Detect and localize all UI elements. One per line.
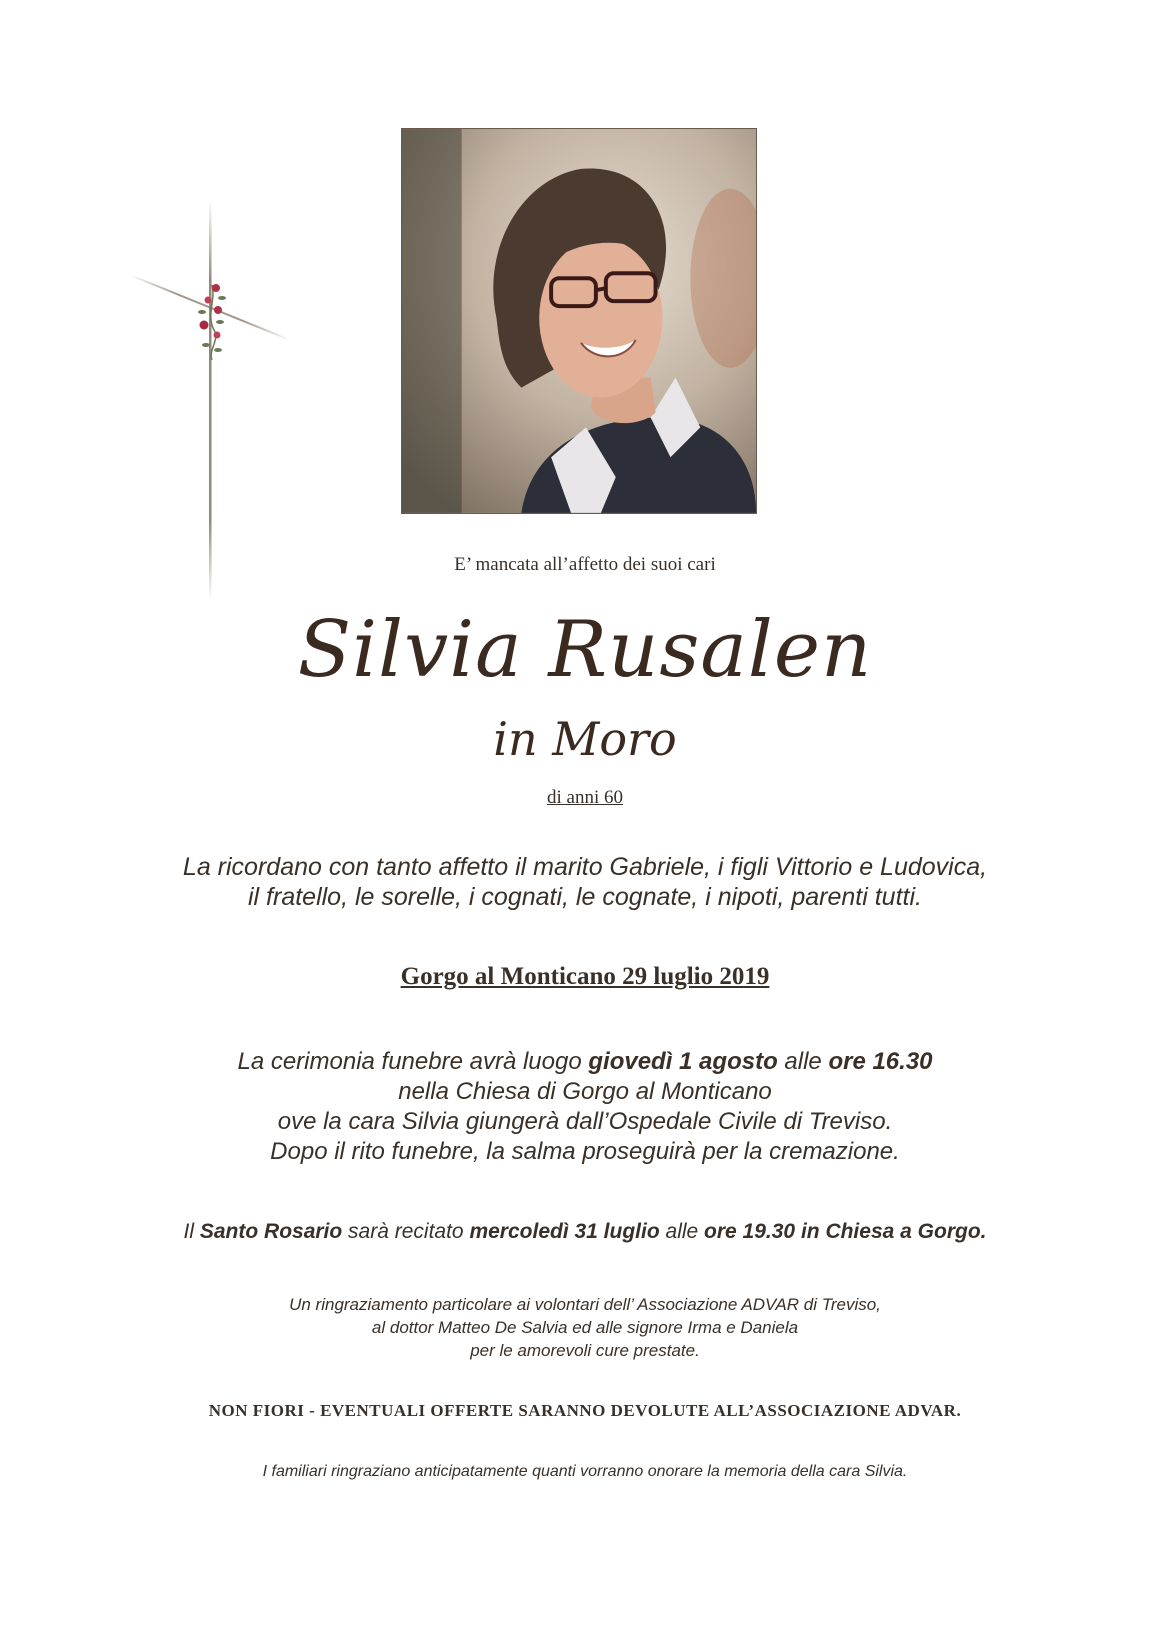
portrait-photo [401,128,757,514]
thanks-line-3: per le amorevoli cure prestate. [470,1341,700,1360]
age-text: di anni 60 [547,787,623,808]
deceased-name: Silvia Rusalen [297,605,873,695]
family-line-1: La ricordano con tanto affetto il marito Gabriele, i figli Vittorio e Ludovica, [182,853,988,881]
married-name: in Moro [493,712,677,766]
ceremony-line-3: ove la cara Silvia giungerà dall’Ospedale Civile di Treviso. [277,1108,893,1135]
portrait-illustration [402,129,756,513]
no-flowers-notice: NON FIORI - EVENTUALI OFFERTE SARANNO DEVOLUTE ALL’ASSOCIAZIONE ADVAR. [208,1401,962,1420]
rosary-date: mercoledì 31 luglio [469,1220,660,1243]
final-thanks: I familiari ringraziano anticipatamente quanti vorranno onorare la memoria della cara Silvia. [262,1463,908,1480]
family-line-2: il fratello, le sorelle, i cognati, le cognate, i nipoti, parenti tutti. [248,883,922,911]
ceremony-time: ore 16.30 [828,1048,933,1075]
ceremony-date: giovedì 1 agosto [588,1048,778,1075]
rosary-title: Santo Rosario [199,1220,343,1243]
intro-text: E’ mancata all’affetto dei suoi cari [454,554,716,575]
family-paragraph [0,852,1170,912]
ceremony-line-4: Dopo il rito funebre, la salma proseguirà per la cremazione. [270,1138,900,1165]
thanks-line-2: al dottor Matteo De Salvia ed alle signore Irma e Daniela [371,1318,799,1337]
rosary-line: Il Santo Rosario sarà recitato mercoledì 31 luglio alle ore 19.30 in Chiesa a Gorgo. [183,1220,987,1243]
cross-with-roses-icon [120,200,300,600]
place-date: Gorgo al Monticano 29 luglio 2019 [400,963,770,990]
ceremony-line-1: La cerimonia funebre avrà luogo giovedì 1 agosto alle ore 16.30 [237,1048,933,1075]
rosary-time-place: ore 19.30 in Chiesa a Gorgo. [704,1220,987,1243]
thanks-line-1: Un ringraziamento particolare ai volontari dell’ Associazione ADVAR di Treviso, [289,1295,881,1314]
thanks-paragraph [0,1293,1170,1362]
ceremony-paragraph [0,1047,1170,1167]
ceremony-line-2: nella Chiesa di Gorgo al Monticano [398,1078,772,1105]
